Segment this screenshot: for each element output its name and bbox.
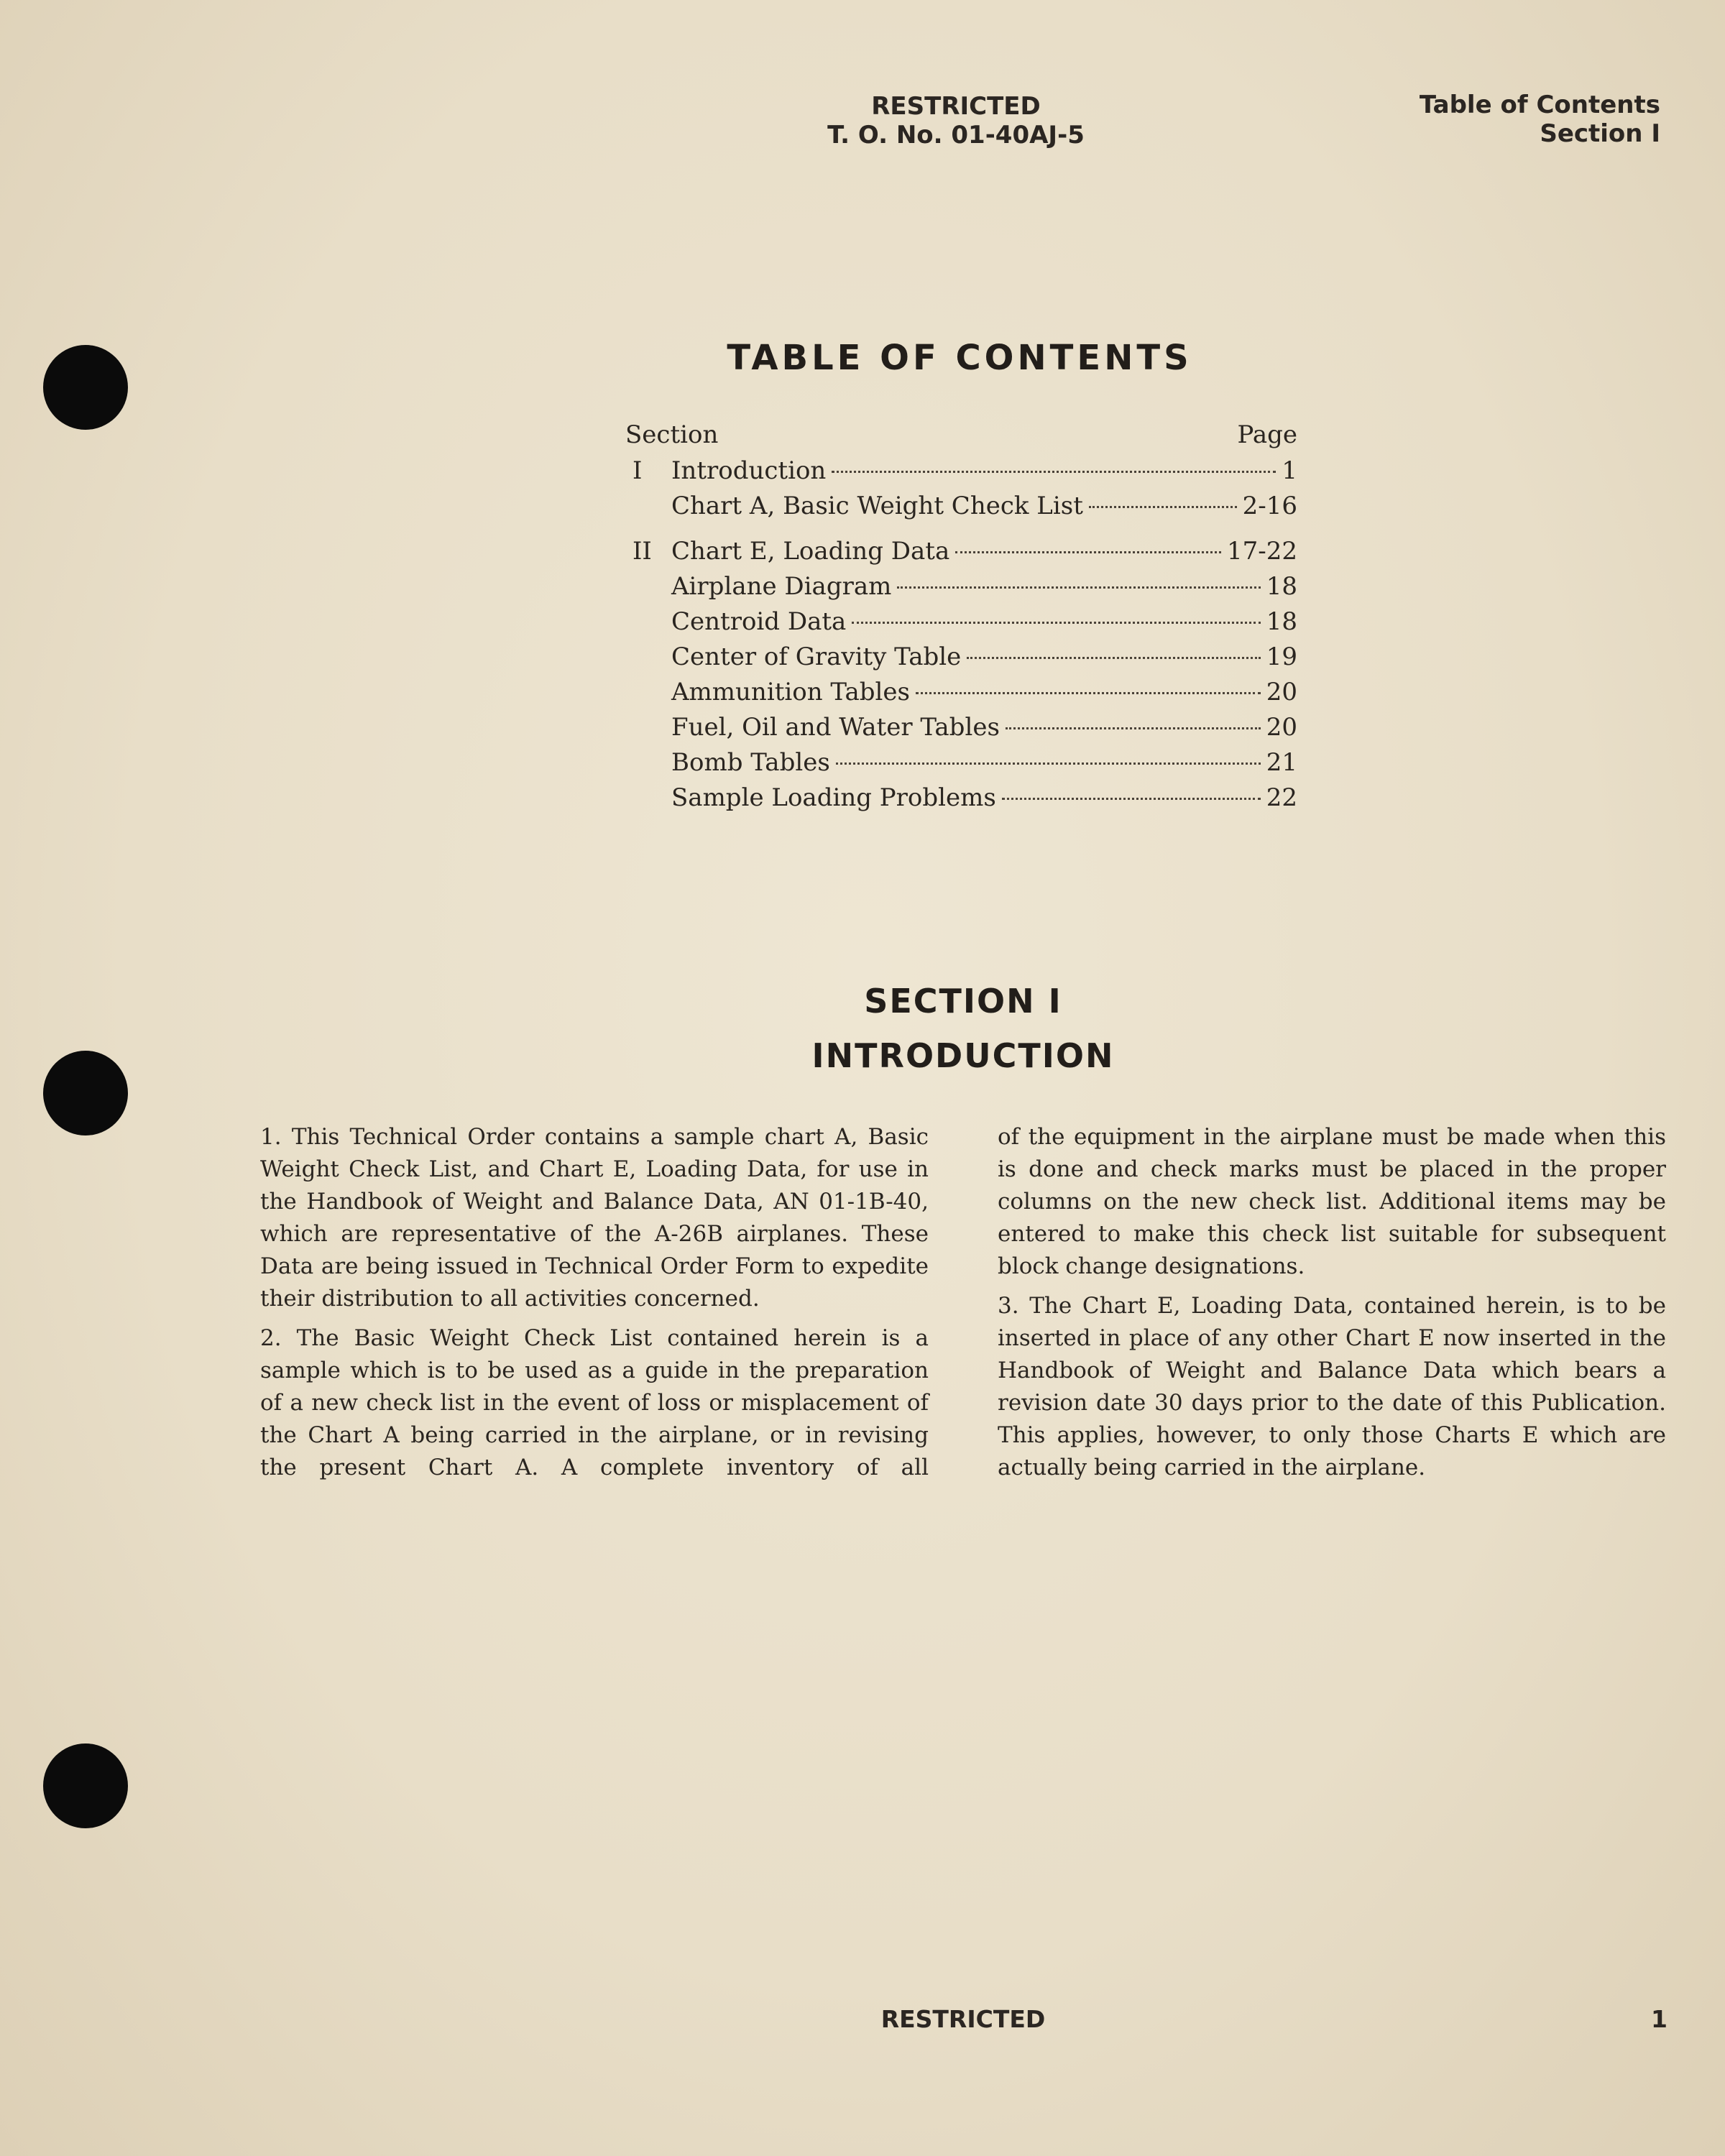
- toc-entry: [625, 748, 1297, 783]
- toc-entries: [625, 456, 1297, 819]
- toc-col-page: Page: [1237, 420, 1297, 449]
- section-title: [575, 974, 1351, 1083]
- toc-dot-leader: [916, 692, 1261, 694]
- section-heading: SECTION I: [864, 982, 1062, 1021]
- toc-entry-page: 21: [1266, 748, 1297, 777]
- toc-entry-label: Center of Gravity Table: [671, 642, 962, 671]
- toc-entry: [625, 492, 1297, 527]
- toc-entry-label: Centroid Data: [671, 607, 847, 636]
- paragraph-1: 1. This Technical Order contains a sample chart A, Basic Weight Check List, and Chart E, Loading Data, for use in the Handbook of Weight and Balance Data, AN 01-1B-40, which are representative of the A-26B airplanes. These Data are being issued in Technical Order Form to expedite their distribution to all activities concerned.: [260, 1124, 929, 1312]
- toc-entry-label: Chart A, Basic Weight Check List: [671, 492, 1083, 520]
- page-number: 1: [1651, 2005, 1668, 2033]
- toc-entry-label: Airplane Diagram: [671, 572, 892, 601]
- toc-entry-page: 18: [1266, 572, 1297, 601]
- toc-dot-leader: [1089, 506, 1237, 508]
- header-section-label: [1229, 91, 1660, 148]
- toc-dot-leader: [836, 763, 1261, 765]
- toc-entry-label: Fuel, Oil and Water Tables: [671, 713, 1000, 742]
- paragraph-2-continued: of the equipment in the airplane must be made when this is done and check marks must be placed in the proper columns on the new check list. Additional items may be entered to make this check list suitable for subsequent block change designations.: [998, 1124, 1666, 1279]
- toc-dot-leader: [832, 471, 1276, 473]
- punch-hole: [43, 345, 128, 430]
- header-right-line1: Table of Contents: [1419, 91, 1660, 119]
- toc-entry: [625, 783, 1297, 819]
- toc-entry-label: Bomb Tables: [671, 748, 830, 777]
- toc-entry: [625, 678, 1297, 713]
- section-subheading: INTRODUCTION: [811, 1036, 1115, 1075]
- toc-dot-leader: [967, 657, 1260, 659]
- toc-dot-leader: [1006, 727, 1261, 729]
- toc-entry-section-number: I: [632, 456, 643, 485]
- toc-entry-page: 1: [1282, 456, 1297, 485]
- toc-entry-label: Ammunition Tables: [671, 678, 910, 706]
- page-header: [647, 92, 1265, 149]
- toc-entry: [625, 642, 1297, 678]
- text-column-right: [998, 1121, 1666, 1491]
- toc-entry: [625, 607, 1297, 642]
- header-classification: RESTRICTED: [871, 92, 1041, 121]
- toc-entry-page: 18: [1266, 607, 1297, 636]
- toc-entry-label: Chart E, Loading Data: [671, 537, 950, 566]
- paragraph-2: 2. The Basic Weight Check List contained herein is a sample which is to be used as a guide in the preparation of a new check list in the event of loss or misplacement of the Chart A being carried in the airplane, or in revising the present Chart A. A complete inventory of all: [260, 1325, 929, 1480]
- toc-col-section: Section: [625, 420, 719, 449]
- toc-entry-label: Sample Loading Problems: [671, 783, 996, 812]
- toc-dot-leader: [955, 551, 1221, 553]
- toc-entry: [625, 456, 1297, 492]
- toc-entry: [625, 537, 1297, 572]
- toc-dot-leader: [897, 586, 1260, 589]
- paragraph-3: 3. The Chart E, Loading Data, contained herein, is to be inserted in place of any other Chart E now inserted in the Handbook of Weight and Balance Data which bears a revision date 30 days prior to the date of this Publication. This applies, however, to only those Charts E which are actually being carried in the airplane.: [998, 1293, 1666, 1480]
- toc-dot-leader: [1002, 798, 1261, 800]
- toc-entry: [625, 713, 1297, 748]
- toc-entry-page: 19: [1266, 642, 1297, 671]
- toc-title: TABLE OF CONTENTS: [727, 338, 1192, 378]
- header-right-line2: Section I: [1540, 119, 1660, 148]
- toc-entry-page: 17-22: [1226, 537, 1297, 566]
- text-column-left: [260, 1121, 929, 1491]
- toc-dot-leader: [852, 622, 1260, 624]
- punch-hole: [43, 1051, 128, 1135]
- toc-entry-page: 20: [1266, 713, 1297, 742]
- header-order-number: T. O. No. 01-40AJ-5: [827, 121, 1085, 149]
- toc-entry-page: 22: [1266, 783, 1297, 812]
- toc-entry: [625, 572, 1297, 607]
- footer-classification: RESTRICTED: [880, 2005, 1046, 2033]
- toc-header: [625, 420, 1297, 456]
- table-of-contents: [625, 420, 1297, 819]
- toc-entry-page: 20: [1266, 678, 1297, 706]
- punch-hole: [43, 1743, 128, 1828]
- toc-entry-section-number: II: [632, 537, 652, 566]
- toc-entry-label: Introduction: [671, 456, 827, 485]
- toc-entry-page: 2-16: [1242, 492, 1297, 520]
